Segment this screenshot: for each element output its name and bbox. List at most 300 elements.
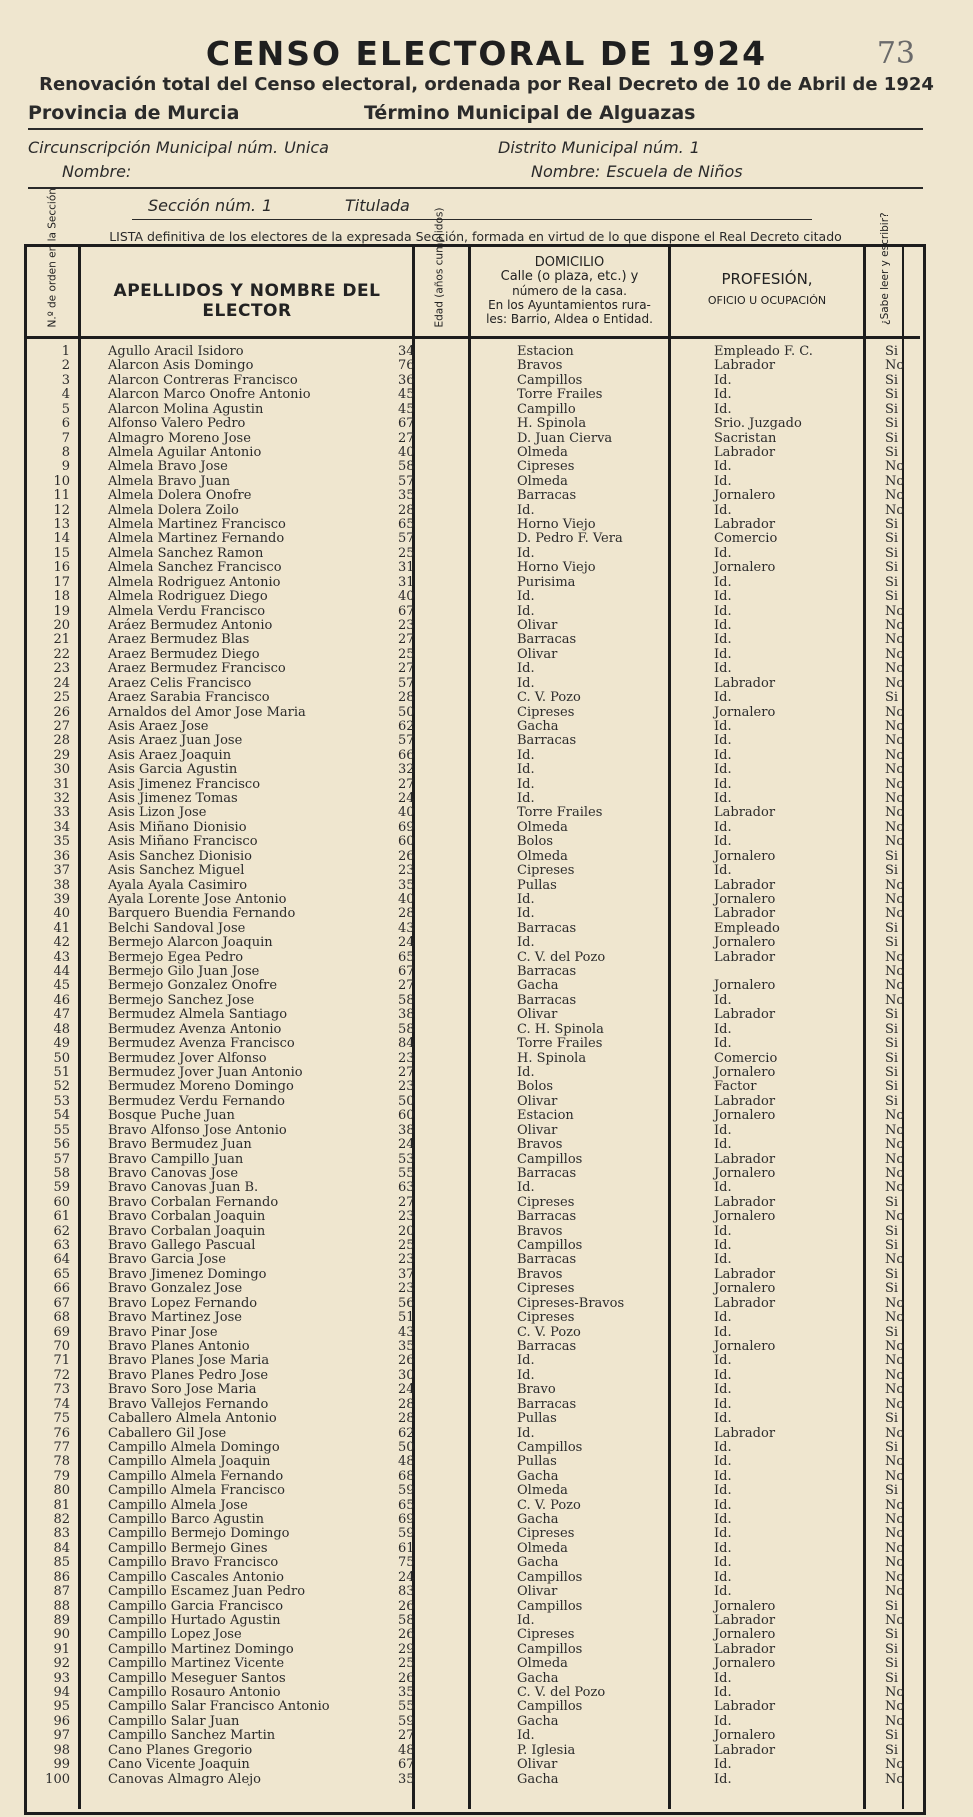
row-number: 71: [53, 1353, 70, 1369]
divider-section: [132, 219, 812, 220]
elector-age: 27: [398, 776, 415, 792]
table-row: [0, 749, 973, 763]
elector-name: Bermejo Gonzalez Onofre: [108, 978, 278, 994]
elector-age: 27: [398, 1065, 415, 1080]
elector-address: Id.: [517, 1728, 535, 1744]
row-number: 1: [61, 344, 70, 359]
elector-age: 28: [398, 1396, 415, 1412]
elector-address: Olmeda: [517, 848, 568, 864]
elector-address: Torre Frailes: [517, 387, 603, 403]
elector-literacy: No: [885, 358, 905, 374]
elector-literacy: No: [885, 704, 905, 720]
elector-address: H. Spinola: [517, 1050, 587, 1066]
row-number: 24: [53, 675, 70, 691]
seccion-titulada-field: [345, 196, 410, 215]
elector-age: 25: [398, 1656, 415, 1672]
elector-profession: Jornalero: [714, 704, 776, 720]
elector-name: Campillo Salar Francisco Antonio: [108, 1699, 330, 1715]
table-row: [0, 388, 973, 402]
table-row: [0, 532, 973, 546]
elector-name: Campillo Martinez Vicente: [108, 1656, 285, 1672]
row-number: 54: [53, 1108, 70, 1124]
row-number: 93: [53, 1670, 70, 1686]
elector-age: 25: [398, 545, 415, 561]
table-row: [0, 460, 973, 474]
elector-profession: Id.: [714, 459, 732, 475]
elector-age: 75: [398, 1555, 415, 1571]
elector-address: Bolos: [517, 834, 554, 850]
elector-address: Campillos: [517, 1641, 583, 1657]
row-number: 52: [53, 1079, 70, 1095]
elector-literacy: No: [885, 603, 905, 619]
row-number: 10: [53, 473, 70, 489]
row-number: 34: [53, 819, 70, 835]
elector-literacy: No: [885, 747, 905, 763]
row-number: 55: [53, 1122, 70, 1138]
elector-name: Araez Sarabia Francisco: [108, 690, 270, 706]
elector-age: 30: [398, 1367, 415, 1383]
elector-literacy: Si: [885, 430, 899, 446]
elector-profession: Sacristan: [714, 430, 777, 446]
table-row: [0, 547, 973, 561]
row-number: 99: [53, 1757, 70, 1773]
elector-age: 60: [398, 834, 415, 850]
elector-profession: Id.: [714, 1584, 732, 1600]
elector-literacy: Si: [885, 560, 899, 576]
elector-age: 51: [398, 1310, 415, 1326]
elector-name: Bravo Soro Jose Maria: [108, 1382, 257, 1398]
row-number: 86: [53, 1569, 70, 1585]
elector-profession: Labrador: [714, 1151, 776, 1167]
elector-profession: Id.: [714, 589, 732, 605]
elector-literacy: Si: [885, 531, 899, 547]
table-row: [0, 1758, 973, 1772]
row-number: 75: [53, 1411, 70, 1427]
elector-address: Id.: [517, 603, 535, 619]
elector-name: Asis Jimenez Tomas: [108, 791, 238, 807]
elector-literacy: No: [885, 1310, 905, 1326]
elector-name: Campillo Meseguer Santos: [108, 1670, 286, 1686]
elector-age: 58: [398, 1021, 415, 1037]
elector-age: 40: [398, 805, 415, 821]
elector-profession: Id.: [714, 1540, 732, 1556]
table-row: [0, 1080, 973, 1094]
elector-literacy: No: [885, 1584, 905, 1600]
elector-age: 45: [398, 387, 415, 403]
elector-literacy: Si: [885, 1007, 899, 1023]
elector-profession: Labrador: [714, 675, 776, 691]
header-domicilio: [471, 256, 668, 326]
row-number: 30: [53, 762, 70, 778]
elector-age: 23: [398, 1281, 415, 1297]
elector-address: Barracas: [517, 488, 577, 504]
row-number: 62: [53, 1223, 70, 1239]
elector-age: 31: [398, 574, 415, 590]
elector-address: Purisima: [517, 574, 576, 590]
elector-age: 26: [398, 1353, 415, 1369]
table-row: [0, 1138, 973, 1152]
header-domicilio-line3: En los Ayuntamientos rura-: [488, 298, 651, 312]
row-number: 19: [53, 603, 70, 619]
elector-name: Bravo Corbalan Fernando: [108, 1194, 279, 1210]
elector-name: Asis Miñano Francisco: [108, 834, 258, 850]
elector-profession: Labrador: [714, 1425, 776, 1441]
elector-name: Belchi Sandoval Jose: [108, 920, 246, 936]
elector-literacy: No: [885, 1396, 905, 1412]
elector-profession: Id.: [714, 632, 732, 648]
elector-profession: Jornalero: [714, 1065, 776, 1080]
elector-literacy: Si: [885, 589, 899, 605]
elector-address: Id.: [517, 747, 535, 763]
row-number: 65: [53, 1266, 70, 1282]
table-row: [0, 1225, 973, 1239]
elector-profession: Id.: [714, 1382, 732, 1398]
elector-address: Olmeda: [517, 819, 568, 835]
table-row: [0, 1455, 973, 1469]
elector-name: Campillo Almela Fernando: [108, 1468, 284, 1484]
elector-name: Campillo Almela Francisco: [108, 1483, 285, 1499]
table-row: [0, 1441, 973, 1455]
row-number: 38: [53, 877, 70, 893]
elector-age: 25: [398, 646, 415, 662]
elector-literacy: Si: [885, 935, 899, 951]
table-row: [0, 720, 973, 734]
elector-literacy: No: [885, 1512, 905, 1528]
elector-address: C. V. Pozo: [517, 690, 581, 706]
row-number: 63: [53, 1238, 70, 1254]
elector-literacy: Si: [885, 1065, 899, 1080]
table-row: [0, 677, 973, 691]
elector-address: Id.: [517, 1180, 535, 1196]
province-line: [28, 102, 923, 130]
elector-age: 67: [398, 603, 415, 619]
elector-age: 38: [398, 1122, 415, 1138]
elector-age: 28: [398, 690, 415, 706]
elector-address: C. V. Pozo: [517, 1324, 581, 1340]
elector-profession: Id.: [714, 1180, 732, 1196]
elector-name: Bravo Canovas Juan B.: [108, 1180, 259, 1196]
elector-age: 76: [398, 358, 415, 374]
elector-literacy: No: [885, 1382, 905, 1398]
elector-literacy: No: [885, 1454, 905, 1470]
elector-age: 23: [398, 1050, 415, 1066]
elector-address: Gacha: [517, 1713, 559, 1729]
elector-address: Barracas: [517, 733, 577, 749]
table-row: [0, 446, 973, 460]
distrito-nombre-field: [531, 162, 743, 181]
elector-address: Id.: [517, 502, 535, 518]
elector-profession: Id.: [714, 863, 732, 879]
table-row: [0, 1499, 973, 1513]
elector-literacy: Si: [885, 1093, 899, 1109]
table-row: [0, 893, 973, 907]
elector-age: 23: [398, 1252, 415, 1268]
elector-age: 29: [398, 1641, 415, 1657]
elector-profession: Labrador: [714, 1295, 776, 1311]
elector-name: Asis Araez Juan Jose: [108, 733, 243, 749]
elector-profession: Id.: [714, 1367, 732, 1383]
elector-name: Campillo Bermejo Gines: [108, 1540, 268, 1556]
table-row: [0, 1167, 973, 1181]
table-row: [0, 1253, 973, 1267]
row-number: 48: [53, 1021, 70, 1037]
elector-address: Barracas: [517, 1165, 577, 1181]
elector-profession: Labrador: [714, 1641, 776, 1657]
elector-literacy: No: [885, 632, 905, 648]
elector-age: 84: [398, 1036, 415, 1052]
row-number: 5: [61, 401, 70, 417]
elector-name: Agullo Aracil Isidoro: [108, 344, 244, 359]
elector-age: 67: [398, 416, 415, 432]
elector-profession: Id.: [714, 1555, 732, 1571]
row-number: 27: [53, 718, 70, 734]
elector-address: Bravos: [517, 1137, 563, 1153]
table-row: [0, 821, 973, 835]
table-row: [0, 1326, 973, 1340]
elector-literacy: No: [885, 891, 905, 907]
table-row: [0, 907, 973, 921]
row-number: 74: [53, 1396, 70, 1412]
elector-address: Olivar: [517, 1007, 558, 1023]
elector-literacy: No: [885, 733, 905, 749]
elector-address: Id.: [517, 1612, 535, 1628]
elector-literacy: No: [885, 819, 905, 835]
header-domicilio-title: DOMICILIO: [534, 255, 605, 270]
elector-name: Asis Garcia Agustin: [108, 762, 238, 778]
elector-profession: Id.: [714, 762, 732, 778]
province-name: Provincia de Murcia: [28, 102, 240, 124]
table-row: [0, 1527, 973, 1541]
elector-profession: Id.: [714, 1238, 732, 1254]
row-number: 95: [53, 1699, 70, 1715]
elector-address: Olivar: [517, 617, 558, 633]
elector-profession: Labrador: [714, 1699, 776, 1715]
elector-profession: Labrador: [714, 358, 776, 374]
table-row: [0, 489, 973, 503]
row-number: 14: [53, 531, 70, 547]
table-row: [0, 1744, 973, 1758]
elector-age: 38: [398, 1007, 415, 1023]
elector-age: 34: [398, 344, 415, 359]
table-row: [0, 1196, 973, 1210]
table-row: [0, 605, 973, 619]
elector-address: Olmeda: [517, 444, 568, 460]
table-row: [0, 1383, 973, 1397]
elector-name: Alarcon Molina Agustin: [108, 401, 264, 417]
row-number: 61: [53, 1209, 70, 1225]
elector-profession: Id.: [714, 776, 732, 792]
elector-name: Bravo Alfonso Jose Antonio: [108, 1122, 287, 1138]
row-number: 35: [53, 834, 70, 850]
elector-name: Bravo Corbalan Joaquin: [108, 1209, 266, 1225]
elector-age: 45: [398, 401, 415, 417]
elector-address: Olmeda: [517, 473, 568, 489]
elector-age: 57: [398, 531, 415, 547]
table-row: [0, 1700, 973, 1714]
row-number: 64: [53, 1252, 70, 1268]
elector-profession: Labrador: [714, 906, 776, 922]
table-row: [0, 864, 973, 878]
elector-age: 35: [398, 877, 415, 893]
elector-profession: Comercio: [714, 531, 778, 547]
elector-literacy: No: [885, 1180, 905, 1196]
elector-address: Horno Viejo: [517, 560, 596, 576]
elector-age: 55: [398, 1699, 415, 1715]
elector-name: Bravo Gonzalez Jose: [108, 1281, 243, 1297]
elector-profession: Jornalero: [714, 848, 776, 864]
elector-profession: Id.: [714, 387, 732, 403]
elector-name: Campillo Sanchez Martin: [108, 1728, 276, 1744]
elector-age: 61: [398, 1540, 415, 1556]
row-number: 42: [53, 935, 70, 951]
table-row: [0, 806, 973, 820]
elector-literacy: Si: [885, 1238, 899, 1254]
elector-name: Araez Bermudez Blas: [108, 632, 250, 648]
elector-literacy: No: [885, 617, 905, 633]
elector-literacy: Si: [885, 1021, 899, 1037]
elector-literacy: Si: [885, 1627, 899, 1643]
elector-profession: Comercio: [714, 1050, 778, 1066]
elector-age: 57: [398, 733, 415, 749]
list-caption: LISTA definitiva de los electores de la expresada Sección, formada en virtud de lo que dispone el Real Decreto citado: [109, 229, 842, 244]
elector-address: Bravos: [517, 1266, 563, 1282]
elector-literacy: Si: [885, 1223, 899, 1239]
elector-name: Campillo Barco Agustin: [108, 1512, 265, 1528]
elector-profession: Empleado F. C.: [714, 344, 813, 359]
elector-name: Alarcon Asis Domingo: [108, 358, 254, 374]
elector-literacy: Si: [885, 372, 899, 388]
elector-profession: Id.: [714, 1439, 732, 1455]
table-row: [0, 1585, 973, 1599]
elector-name: Campillo Garcia Francisco: [108, 1598, 284, 1614]
row-number: 28: [53, 733, 70, 749]
nombre-field: [62, 162, 131, 181]
elector-name: Bravo Planes Antonio: [108, 1338, 250, 1354]
row-number: 32: [53, 791, 70, 807]
elector-literacy: No: [885, 502, 905, 518]
elector-profession: Jornalero: [714, 891, 776, 907]
table-row: [0, 1412, 973, 1426]
elector-address: Campillos: [517, 372, 583, 388]
elector-age: 23: [398, 617, 415, 633]
header-domicilio-line2: número de la casa.: [512, 284, 627, 298]
elector-address: C. V. Pozo: [517, 1497, 581, 1513]
elector-profession: Id.: [714, 473, 732, 489]
elector-name: Asis Sanchez Dionisio: [108, 848, 252, 864]
elector-literacy: Si: [885, 387, 899, 403]
elector-literacy: No: [885, 791, 905, 807]
elector-name: Almela Rodriguez Diego: [108, 589, 268, 605]
row-number: 25: [53, 690, 70, 706]
elector-name: Bermudez Jover Alfonso: [108, 1050, 267, 1066]
elector-profession: Id.: [714, 1512, 732, 1528]
elector-profession: Jornalero: [714, 1108, 776, 1124]
elector-age: 31: [398, 560, 415, 576]
elector-age: 48: [398, 1454, 415, 1470]
elector-literacy: Si: [885, 444, 899, 460]
row-number: 21: [53, 632, 70, 648]
elector-name: Araez Bermudez Francisco: [108, 661, 286, 677]
row-number: 36: [53, 848, 70, 864]
elector-literacy: Si: [885, 690, 899, 706]
elector-age: 28: [398, 1411, 415, 1427]
elector-profession: Id.: [714, 747, 732, 763]
table-row: [0, 965, 973, 979]
table-row: [0, 662, 973, 676]
elector-address: Olivar: [517, 1757, 558, 1773]
elector-profession: Id.: [714, 646, 732, 662]
elector-age: 23: [398, 863, 415, 879]
elector-literacy: Si: [885, 1742, 899, 1758]
row-number: 41: [53, 920, 70, 936]
elector-profession: Id.: [714, 1468, 732, 1484]
elector-age: 24: [398, 1137, 415, 1153]
elector-literacy: No: [885, 675, 905, 691]
elector-address: Gacha: [517, 1771, 559, 1787]
elector-profession: Id.: [714, 1353, 732, 1369]
table-row: [0, 706, 973, 720]
row-number: 29: [53, 747, 70, 763]
distrito-label: Distrito Municipal núm.: [498, 138, 684, 157]
elector-literacy: Si: [885, 1050, 899, 1066]
table-row: [0, 792, 973, 806]
elector-literacy: Si: [885, 545, 899, 561]
elector-literacy: Si: [885, 1439, 899, 1455]
elector-address: Gacha: [517, 1555, 559, 1571]
elector-profession: Jornalero: [714, 935, 776, 951]
elector-age: 62: [398, 718, 415, 734]
elector-profession: Jornalero: [714, 1165, 776, 1181]
circunscripcion-label: Circunscripción Municipal núm.: [28, 138, 279, 157]
elector-literacy: Si: [885, 920, 899, 936]
elector-literacy: No: [885, 776, 905, 792]
elector-age: 24: [398, 1382, 415, 1398]
elector-literacy: Si: [885, 1670, 899, 1686]
seccion-value: 1: [262, 196, 273, 215]
row-number: 83: [53, 1526, 70, 1542]
header-domicilio-line1: Calle (o plaza, etc.) y: [500, 269, 639, 284]
elector-name: Bravo Martinez Jose: [108, 1310, 242, 1326]
elector-profession: Id.: [714, 1771, 732, 1787]
table-row: [0, 835, 973, 849]
table-row: [0, 1686, 973, 1700]
elector-literacy: No: [885, 1295, 905, 1311]
elector-literacy: No: [885, 473, 905, 489]
row-number: 67: [53, 1295, 70, 1311]
elector-profession: Id.: [714, 1223, 732, 1239]
table-row: [0, 1600, 973, 1614]
table-row: [0, 475, 973, 489]
elector-literacy: No: [885, 718, 905, 734]
table-row: [0, 1008, 973, 1022]
elector-name: Bermudez Avenza Francisco: [108, 1036, 295, 1052]
elector-profession: Labrador: [714, 1612, 776, 1628]
elector-profession: Id.: [714, 1685, 732, 1701]
elector-name: Bermudez Almela Santiago: [108, 1007, 288, 1023]
elector-address: Id.: [517, 1425, 535, 1441]
elector-name: Asis Araez Joaquin: [108, 747, 232, 763]
elector-name: Campillo Hurtado Agustin: [108, 1612, 281, 1628]
elector-age: 66: [398, 747, 415, 763]
elector-profession: Id.: [714, 1021, 732, 1037]
elector-age: 63: [398, 1180, 415, 1196]
table-row: [0, 1470, 973, 1484]
elector-age: 48: [398, 1742, 415, 1758]
elector-profession: Id.: [714, 819, 732, 835]
elector-address: Id.: [517, 791, 535, 807]
elector-name: Bravo Lopez Fernando: [108, 1295, 258, 1311]
elector-profession: Id.: [714, 661, 732, 677]
